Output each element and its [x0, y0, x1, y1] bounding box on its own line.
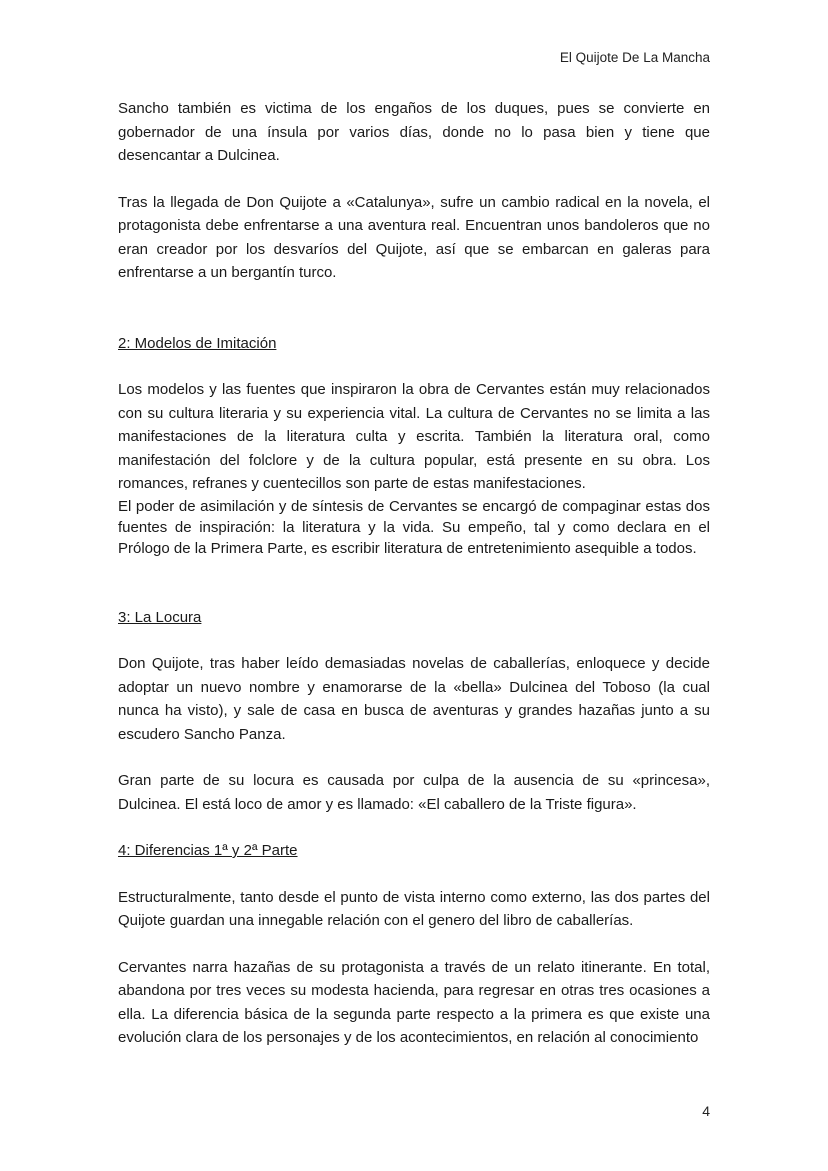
- paragraph-modelos-fuentes: Los modelos y las fuentes que inspiraron la obra de Cervantes están muy relacionados con su cultura literaria y su experiencia vital. La cultura de Cervantes no se limita a las manifestaciones de la literatura culta y escrita. También la literatura oral, como manifestación del folclore y de la cultura popular, está presente en su obra. Los romances, refranes y cuentecillos son parte de estas manifestaciones.: [118, 381, 710, 492]
- paragraph-diferencias-1: Estructuralmente, tanto desde el punto de vista interno como externo, las dos partes del Quijote guardan una innegable relación con el genero del libro de caballerías.: [118, 888, 710, 929]
- page-number: 4: [702, 1103, 710, 1119]
- paragraph-locura-2: Gran parte de su locura es causada por culpa de la ausencia de su «princesa», Dulcinea. El está loco de amor y es llamado: «El caballero de la Triste figura».: [118, 772, 710, 813]
- paragraph-sancho-duques: Sancho también es victima de los engaños de los duques, pues se convierte en gobernador de una ínsula por varios días, donde no lo pasa bien y tiene que desencantar a Dulcinea.: [118, 100, 710, 164]
- page-content: [118, 97, 710, 1050]
- paragraph-asimilacion: El poder de asimilación y de síntesis de Cervantes se encargó de compaginar estas dos fuentes de inspiración: la literatura y la vida. Su empeño, tal y como declara en el Prólogo de la Primera Parte, es escribir literatura de entretenimiento asequible a todos.: [118, 497, 710, 557]
- paragraph-catalunya: Tras la llegada de Don Quijote a «Catalunya», sufre un cambio radical en la novela, el protagonista debe enfrentarse a una aventura real. Encuentran unos bandoleros que no eran creador por los desvaríos del Quijote, así que se embarcan en galeras para enfrentarse a un bergantín turco.: [118, 193, 710, 281]
- running-header: El Quijote De La Mancha: [559, 50, 710, 65]
- paragraph-diferencias-2: Cervantes narra hazañas de su protagonista a través de un relato itinerante. En total, abandona por tres veces su modesta hacienda, para regresar en otras tres ocasiones a ella. La diferencia básica de la segunda parte respecto a la primera es que existe una evolución clara de los personajes y de los acontecimientos, en relación al conocimiento: [118, 958, 710, 1046]
- section-heading-locura: 3: La Locura: [118, 608, 202, 626]
- section-heading-modelos: 2: Modelos de Imitación: [118, 334, 277, 352]
- paragraph-locura-1: Don Quijote, tras haber leído demasiadas novelas de caballerías, enloquece y decide adoptar un nuevo nombre y enamorarse de la «bella» Dulcinea del Toboso (la cual nunca ha visto), y sale de casa en busca de aventuras y grandes hazañas junto a su escudero Sancho Panza.: [118, 655, 710, 743]
- section-heading-diferencias: 4: Diferencias 1ª y 2ª Parte: [118, 842, 298, 859]
